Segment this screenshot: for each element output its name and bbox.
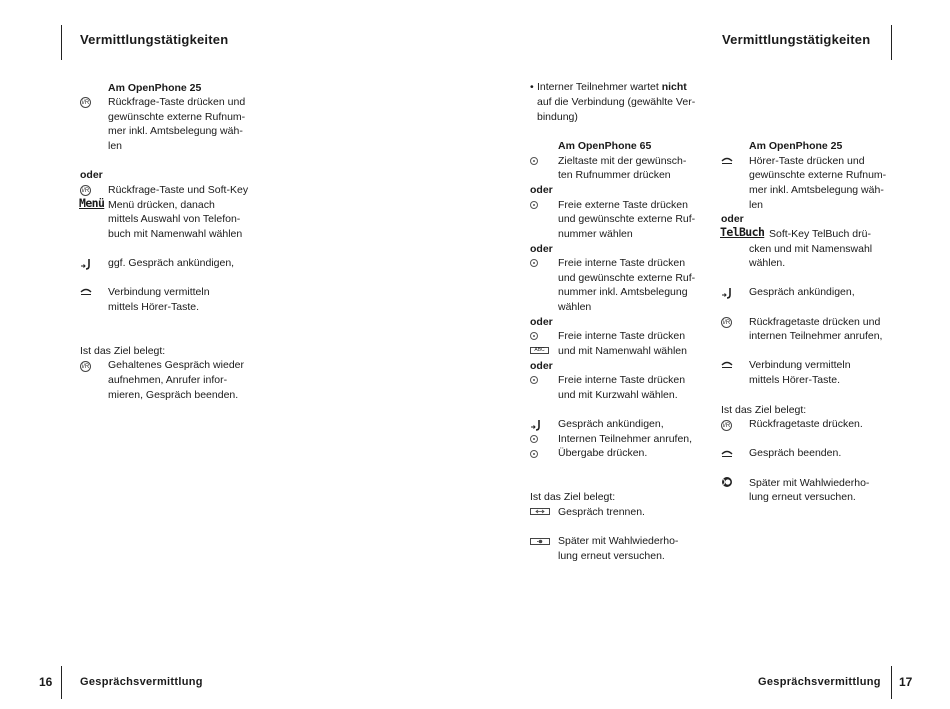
- col3-step1-line4: len: [749, 199, 764, 211]
- header-left: Vermittlungstätigkeiten: [80, 32, 229, 47]
- col3-step2-line2: cken und mit Namenswahl: [749, 243, 873, 255]
- col3-step1-line1: Hörer-Taste drücken und: [749, 155, 865, 167]
- handset-key-icon: [721, 450, 733, 459]
- col2-oder: oder: [530, 316, 553, 328]
- col2-bullet-line1: [537, 80, 687, 95]
- left-footer-rule: [61, 666, 62, 699]
- col2-busy-heading: Ist das Ziel belegt:: [530, 491, 616, 503]
- function-key-icon: [530, 259, 538, 267]
- col2-step1-line1: Zieltaste mit der gewünsch-: [558, 155, 687, 167]
- col3-step2-line3: wählen.: [749, 257, 786, 269]
- col3-step8-line2: lung erneut versuchen.: [749, 491, 856, 503]
- col2-step3-line3: nummer inkl. Amtsbelegung: [558, 286, 688, 298]
- col3-oder: oder: [721, 213, 744, 225]
- col2-step5-line1: Freie interne Taste drücken: [558, 374, 686, 386]
- col2-step8-line1: Später mit Wahlwiederho-: [558, 535, 679, 547]
- col2-model: Am OpenPhone 65: [558, 140, 652, 152]
- col1-busy-heading: Ist das Ziel belegt:: [80, 345, 166, 357]
- function-key-icon: [530, 201, 538, 209]
- col1-model: Am OpenPhone 25: [108, 82, 202, 94]
- handset-key-icon: [80, 288, 92, 297]
- col3-step5-line2: mittels Hörer-Taste.: [749, 374, 841, 386]
- col1-step5-line2: aufnehmen, Anrufer infor-: [108, 374, 228, 386]
- left-header-rule: [61, 25, 62, 60]
- col3-step4-line1: Rückfragetaste drücken und: [749, 316, 881, 328]
- col3-step6: Rückfragetaste drücken.: [749, 418, 863, 430]
- col2-step3-line4: wählen: [558, 301, 592, 313]
- col2-bullet-emphasis: nicht: [661, 81, 687, 93]
- function-key-icon: [530, 450, 538, 458]
- softkey-menu: Menü: [79, 196, 105, 210]
- col1-step2-line2: Menü drücken, danach: [108, 199, 215, 211]
- col2-step8-line2: lung erneut versuchen.: [558, 550, 665, 562]
- col2-step1-line2: ten Rufnummer drücken: [558, 169, 671, 181]
- col2-bullet-mark: •: [530, 81, 534, 93]
- header-right: Vermittlungstätigkeiten: [722, 32, 871, 47]
- recall-key-icon: i/R: [721, 317, 732, 328]
- function-key-icon: [530, 435, 538, 443]
- recall-key-icon: i/R: [80, 361, 91, 372]
- col2-step3-line2: und gewünschte externe Ruf-: [558, 272, 696, 284]
- col2-step6-line3: Übergabe drücken.: [558, 447, 648, 459]
- right-footer-rule: [891, 666, 892, 699]
- col1-step1-line1: Rückfrage-Taste drücken und: [108, 96, 246, 108]
- col3-step4-line2: internen Teilnehmer anrufen,: [749, 330, 883, 342]
- function-key-icon: [530, 376, 538, 384]
- disconnect-key-icon: [530, 508, 550, 515]
- col3-busy-heading: Ist das Ziel belegt:: [721, 404, 807, 416]
- col1-step5-line1: Gehaltenes Gespräch wieder: [108, 359, 244, 371]
- recall-key-icon: i/R: [80, 185, 91, 196]
- redial-key-icon: [530, 538, 550, 545]
- col3-step3: Gespräch ankündigen,: [749, 286, 855, 298]
- right-header-rule: [891, 25, 892, 60]
- page-number-left: 16: [39, 675, 53, 689]
- col1-step2-line4: buch mit Namenwahl wählen: [108, 228, 243, 240]
- redial-key-icon: [721, 476, 733, 488]
- function-key-icon: [530, 157, 538, 165]
- col1-step4-line2: mittels Hörer-Taste.: [108, 301, 200, 313]
- col3-step8-line1: Später mit Wahlwiederho-: [749, 477, 870, 489]
- footer-title-left: Gesprächsvermittlung: [80, 676, 203, 688]
- announce-icon: [80, 258, 92, 270]
- col2-oder: oder: [530, 184, 553, 196]
- col3-step1-line2: gewünschte externe Rufnum-: [749, 169, 887, 181]
- col1-step2-line1: Rückfrage-Taste und Soft-Key: [108, 184, 249, 196]
- softkey-telbuch: TelBuch: [720, 225, 765, 239]
- col2-step2-line1: Freie externe Taste drücken: [558, 199, 688, 211]
- col2-step5-line2: und mit Kurzwahl wählen.: [558, 389, 678, 401]
- col1-step1-line2: gewünschte externe Rufnum-: [108, 111, 246, 123]
- col3-step2-line1: Soft-Key TelBuch drü-: [769, 228, 871, 240]
- col1-oder: oder: [80, 169, 103, 181]
- col3-step1-line3: mer inkl. Amtsbelegung wäh-: [749, 184, 884, 196]
- col2-step2-line3: nummer wählen: [558, 228, 633, 240]
- handset-key-icon: [721, 361, 733, 370]
- recall-key-icon: i/R: [721, 420, 732, 431]
- col2-step3-line1: Freie interne Taste drücken: [558, 257, 686, 269]
- col2-oder: oder: [530, 360, 553, 372]
- footer-title-right: Gesprächsvermittlung: [758, 676, 881, 688]
- col1-step1-line3: mer inkl. Amtsbelegung wäh-: [108, 125, 243, 137]
- col2-step2-line2: und gewünschte externe Ruf-: [558, 213, 696, 225]
- col1-step5-line3: mieren, Gespräch beenden.: [108, 389, 239, 401]
- recall-key-icon: i/R: [80, 97, 91, 108]
- col2-step7: Gespräch trennen.: [558, 506, 645, 518]
- col2-bullet-text: Interner Teilnehmer wartet: [537, 81, 662, 93]
- announce-icon: [530, 419, 542, 431]
- col3-step7: Gespräch beenden.: [749, 447, 842, 459]
- col2-oder: oder: [530, 243, 553, 255]
- col3-model: Am OpenPhone 25: [749, 140, 843, 152]
- handset-key-icon: [721, 157, 733, 166]
- col2-step6-line2: Internen Teilnehmer anrufen,: [558, 433, 693, 445]
- col2-bullet-line2: auf die Verbindung (gewählte Ver-: [537, 96, 696, 108]
- function-key-icon: [530, 332, 538, 340]
- col2-step4-line1: Freie interne Taste drücken: [558, 330, 686, 342]
- page-number-right: 17: [899, 675, 913, 689]
- col2-bullet-line3: bindung): [537, 111, 578, 123]
- col2-step6-line1: Gespräch ankündigen,: [558, 418, 664, 430]
- col1-step4-line1: Verbindung vermitteln: [108, 286, 210, 298]
- col1-step1-line4: len: [108, 140, 123, 152]
- announce-icon: [721, 287, 733, 299]
- col3-step5-line1: Verbindung vermitteln: [749, 359, 851, 371]
- col2-step4-line2: und mit Namenwahl wählen: [558, 345, 687, 357]
- col1-step3: ggf. Gespräch ankündigen,: [108, 257, 235, 269]
- col1-step2-line3: mittels Auswahl von Telefon-: [108, 213, 241, 225]
- abc-key-icon: ABC: [530, 347, 549, 354]
